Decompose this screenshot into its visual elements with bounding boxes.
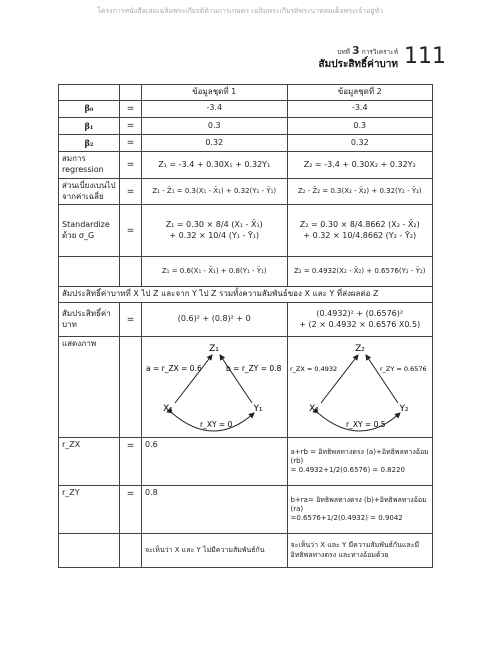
formula-line-1: Z₂ = 0.30 × 8/4.8662 (X₂ - X̄₂) bbox=[299, 220, 420, 230]
label-b: b = r_ZY = 0.8 bbox=[226, 364, 282, 374]
cell-d1: 0.8 bbox=[142, 486, 288, 534]
cell-d1: Z₁ - Z̄₁ = 0.3(X₁ - X̄₁) + 0.32(Y₁ - Ȳ₁) bbox=[142, 178, 288, 205]
arrow-x-z bbox=[321, 355, 358, 403]
cell-d1: 0.32 bbox=[142, 135, 288, 152]
cell-d2: Z₂ = -3.4 + 0.30X₂ + 0.32Y₂ bbox=[287, 152, 433, 179]
label-a: a = r_ZX = 0.6 bbox=[146, 364, 202, 374]
arrow-y-z bbox=[220, 355, 252, 403]
cell-d1: 0.3 bbox=[142, 117, 288, 134]
corner-cell bbox=[59, 85, 120, 101]
eq-sign: = bbox=[120, 438, 142, 486]
cell-d2: 0.32 bbox=[287, 135, 433, 152]
row-label bbox=[59, 257, 120, 287]
cell-d2 bbox=[287, 438, 433, 486]
row-label: Standardize ด้วย σ_G bbox=[59, 205, 120, 257]
node-y: Y₂ bbox=[398, 404, 409, 415]
path-diagram-2 bbox=[288, 337, 433, 437]
row-label: β₁ bbox=[59, 117, 120, 134]
table-row bbox=[59, 337, 433, 438]
col-header-2: ข้อมูลชุดที่ 2 bbox=[287, 85, 433, 101]
table-row bbox=[59, 152, 433, 179]
cell-d2 bbox=[287, 303, 433, 337]
diagram-cell-2 bbox=[287, 337, 433, 438]
row-label bbox=[59, 534, 120, 568]
row-label: สมการ regression bbox=[59, 152, 120, 179]
cell-d2: Z₂ = 0.4932(X₂ - X̄₂) + 0.6576(Y₂ - Ȳ₂) bbox=[287, 257, 433, 287]
eq-sign: = bbox=[120, 303, 142, 337]
row-label: แสดงภาพ bbox=[59, 337, 120, 438]
cell-d2: Z₂ - Z̄₂ = 0.3(X₂ - X̄₂) + 0.32(Y₂ - Ȳ₂) bbox=[287, 178, 433, 205]
cell-d2: -3.4 bbox=[287, 100, 433, 117]
eq-sign: = bbox=[120, 117, 142, 134]
table-row bbox=[59, 257, 433, 287]
formula-line-2: + (2 × 0.4932 × 0.6576 X0.5) bbox=[299, 319, 421, 329]
text-line-2: = 0.4932+1/2(0.6576) = 0.8220 bbox=[290, 466, 405, 475]
node-z: Z₁ bbox=[209, 344, 219, 355]
eq-sign: = bbox=[120, 205, 142, 257]
chapter-line bbox=[318, 44, 398, 57]
running-header: โครงการหนังสือเล่มเฉลิมพระเกียรติด้านการเกษตร เฉลิมพระเกียรติพระบาทสมเด็จพระเจ้าอยู่หัว bbox=[96, 7, 384, 15]
chapter-label bbox=[318, 44, 398, 72]
formula-line-1: (0.4932)² + (0.6576)² bbox=[316, 308, 404, 318]
page-number: 111 bbox=[404, 44, 446, 69]
formula-line-1: Z₁ = 0.30 × 8/4 (X₁ - X̄₁) bbox=[165, 220, 263, 230]
path-diagram-1 bbox=[142, 337, 287, 437]
cell-d1: จะเห็นว่า X และ Y ไม่มีความสัมพันธ์กัน bbox=[142, 534, 288, 568]
chapter-title: สัมประสิทธิ์ค่าบาท bbox=[318, 59, 398, 70]
eq-cell bbox=[120, 534, 142, 568]
label-b: r_ZY = 0.6576 bbox=[379, 365, 427, 374]
diagram-cell-1 bbox=[142, 337, 288, 438]
formula-line-2: + 0.32 × 10/4 (Y₁ - Ȳ₁) bbox=[169, 230, 260, 240]
table-row bbox=[59, 486, 433, 534]
label-r: r_XY = 0.5 bbox=[345, 420, 386, 430]
eq-cell bbox=[120, 337, 142, 438]
chapter-number: 3 bbox=[352, 44, 360, 57]
node-x: X₁ bbox=[163, 404, 173, 415]
cell-d2: จะเห็นว่า X และ Y มีความสัมพันธ์กันและมีอิทธิพลทางตรง และทางอ้อมด้วย bbox=[287, 534, 433, 568]
label-r: r_XY = 0 bbox=[200, 420, 233, 430]
cell-d1 bbox=[142, 205, 288, 257]
eq-sign: = bbox=[120, 100, 142, 117]
cell-d1: 0.6 bbox=[142, 438, 288, 486]
table-header-row bbox=[59, 85, 433, 101]
row-label: β₂ bbox=[59, 135, 120, 152]
table-row bbox=[59, 205, 433, 257]
row-label: ส่วนเบี่ยงเบนไปจากค่าเฉลี่ย bbox=[59, 178, 120, 205]
label-a: r_ZX = 0.4932 bbox=[289, 365, 337, 374]
table-row bbox=[59, 287, 433, 303]
eq-sign: = bbox=[120, 486, 142, 534]
node-y: Y₁ bbox=[253, 404, 263, 415]
text-line-1: a+rb = อิทธิพลทางตรง (a)+อิทธิพลทางอ้อม (rb) bbox=[290, 447, 429, 465]
cell-d2 bbox=[287, 486, 433, 534]
eq-sign: = bbox=[120, 135, 142, 152]
span-description: สัมประสิทธิ์ค่าบาทที่ X ไป Z และจาก Y ไป Z รวมทั้งความสัมพันธ์ของ X และ Y ที่ส่งผลต่อ Z bbox=[59, 287, 433, 303]
eq-cell bbox=[120, 257, 142, 287]
cell-d1: Z₁ = -3.4 + 0.30X₁ + 0.32Y₁ bbox=[142, 152, 288, 179]
row-label: r_ZY bbox=[59, 486, 120, 534]
cell-d2: 0.3 bbox=[287, 117, 433, 134]
chapter-prefix: บทที่ bbox=[337, 48, 350, 56]
formula-line-2: + 0.32 × 10/4.8662 (Y₂ - Ȳ₂) bbox=[303, 230, 417, 240]
row-label: β₀ bbox=[59, 100, 120, 117]
chapter-subtitle: การวิเคราะห์ bbox=[361, 48, 398, 56]
table-row bbox=[59, 438, 433, 486]
table-row bbox=[59, 100, 433, 117]
node-z: Z₂ bbox=[354, 344, 365, 355]
table-row bbox=[59, 303, 433, 337]
cell-d1: -3.4 bbox=[142, 100, 288, 117]
arrow-y-z bbox=[366, 355, 398, 403]
text-line-2: =0.6576+1/2(0.4932) = 0.9042 bbox=[290, 514, 403, 523]
text-line-1: b+ra= อิทธิพลทางตรง (b)+อิทธิพลทางอ้อม (ra) bbox=[290, 495, 427, 513]
row-label: สัมประสิทธิ์ค่าบาท bbox=[59, 303, 120, 337]
col-header-1: ข้อมูลชุดที่ 1 bbox=[142, 85, 288, 101]
cell-d1: Z₁ = 0.6(X₁ - X̄₁) + 0.8(Y₁ - Ȳ₁) bbox=[142, 257, 288, 287]
eq-cell bbox=[120, 85, 142, 101]
cell-d2 bbox=[287, 205, 433, 257]
eq-sign: = bbox=[120, 178, 142, 205]
node-x: X₂ bbox=[308, 404, 319, 415]
arrow-x-z bbox=[175, 355, 212, 403]
row-label: r_ZX bbox=[59, 438, 120, 486]
cell-d1: (0.6)² + (0.8)² + 0 bbox=[142, 303, 288, 337]
table-row bbox=[59, 534, 433, 568]
table-row bbox=[59, 117, 433, 134]
eq-sign: = bbox=[120, 152, 142, 179]
table-row bbox=[59, 178, 433, 205]
table-row bbox=[59, 135, 433, 152]
comparison-table bbox=[58, 84, 433, 568]
